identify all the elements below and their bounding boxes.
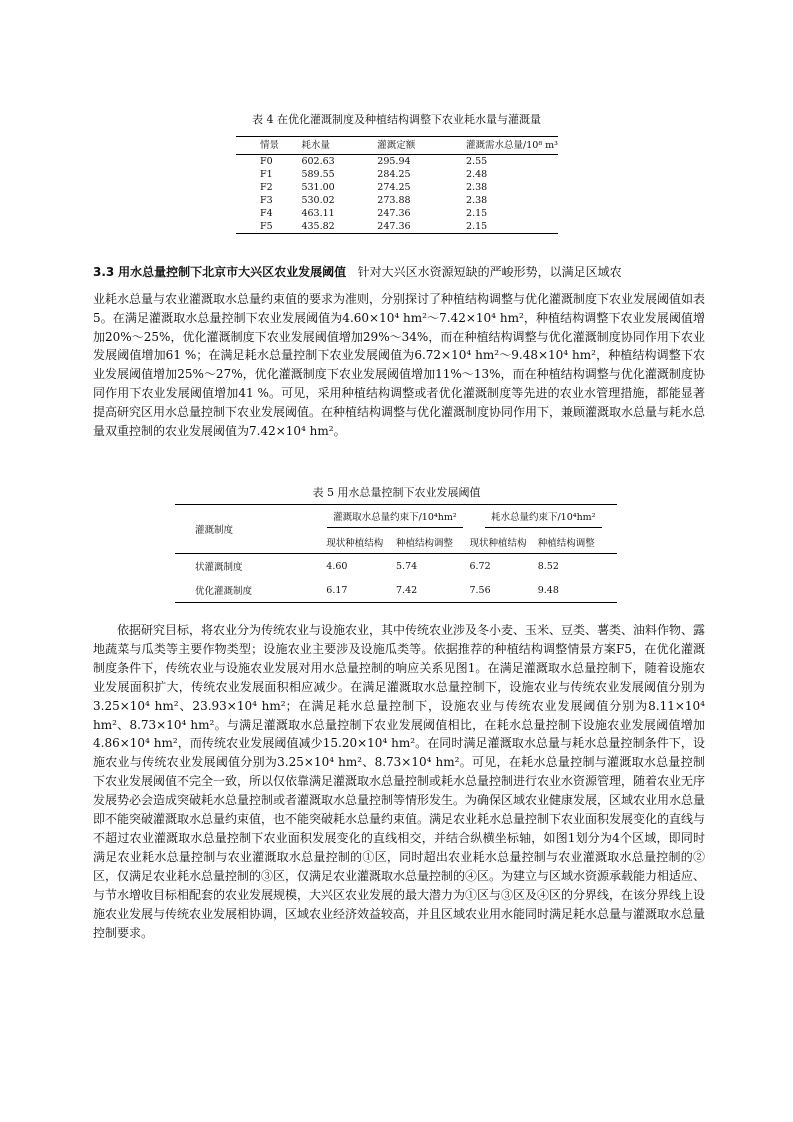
- table4: [236, 136, 558, 234]
- table5-cell: 6.17: [320, 578, 396, 603]
- table5-cell: 7.56: [469, 578, 537, 603]
- table5-header-group-irrigation: [320, 505, 469, 532]
- table4-header-consumption: 耗水量: [301, 137, 377, 155]
- table4-cell: F5: [236, 220, 301, 234]
- table4-cell: 247.36: [377, 208, 411, 219]
- table5-subheader: 种植结构调整: [538, 531, 617, 554]
- table-row: [236, 194, 558, 207]
- table4-cell: 2.15: [466, 220, 558, 234]
- table5-cell: 状灌溉制度: [195, 562, 243, 573]
- table4-cell: 2.48: [466, 169, 488, 180]
- table4-cell: 274.25: [377, 182, 411, 193]
- table4-header-scenario: 情景: [236, 137, 301, 155]
- table5-cell: 8.52: [537, 560, 559, 572]
- table4-cell: 463.11: [301, 208, 335, 219]
- table4-cell: 531.00: [301, 182, 335, 193]
- table-row: [236, 207, 558, 220]
- table4-cell: 295.94: [377, 156, 411, 167]
- table4-caption: 表 4 在优化灌溉制度及种植结构调整下农业耗水量与灌溉量: [252, 113, 541, 126]
- table-row: [175, 578, 617, 603]
- table-row: [236, 155, 558, 169]
- table4-cell: 284.25: [377, 169, 411, 180]
- table5-cell: 6.72: [469, 560, 491, 572]
- table4-cell: 2.15: [466, 208, 488, 219]
- table4-cell: 2.38: [466, 195, 488, 206]
- table4-cell: 2.38: [466, 182, 488, 193]
- table4-header-quota: 灌溉定额: [377, 137, 466, 155]
- table4-cell: 602.63: [301, 156, 335, 167]
- paragraph-thresholds: 业耗水总量与农业灌溉取水总量约束值的要求为准则，分别探讨了种植结构调整与优化灌溉制度下农业发展阈值如表5。在满足灌溉取水总量控制下农业发展阈值为4.60×10⁴ hm²～7.42×10⁴ hm²，种植结构调整下农业发展阈值增加20%～25%，优化灌溉制度下农业发展阈值增加29%～34%，而在种植结构调整与优化灌溉制度协同作用下农业发展阈值增加61 %；在满足耗水总量控制下农业发展阈值为6.72×10⁴ hm²～9.48×10⁴ hm²，种植结构调整下农业发展阈值增加25%～27%，优化灌溉制度下农业发展阈值增加11%～13%，而在种植结构调整与优化灌溉制度协同作用下农业发展阈值增加41 %。可见，采用种植结构调整或者优化灌溉制度等先进的农业水管理措施，都能显著提高研究区用水总量控制下农业发展阈值。在种植结构调整与优化灌溉制度协同作用下，兼顾灌溉取水总量与耗水总量双重控制的农业发展阈值为7.42×10⁴ hm²。: [93, 292, 706, 438]
- table4-cell: 530.02: [301, 195, 335, 206]
- table5-header-group-consumption: [469, 505, 617, 532]
- section-title: 用水总量控制下北京市大兴区农业发展阈值: [118, 265, 347, 279]
- table5-subheader: 种植结构调整: [396, 531, 469, 554]
- table5-group-irrigation-label: 灌溉取水总量约束下/10⁴hm²: [327, 509, 463, 528]
- table5: [175, 504, 617, 603]
- table5-subheader: 现状种植结构: [469, 531, 537, 554]
- table5-cell: 4.60: [326, 560, 348, 572]
- table4-cell: F1: [260, 169, 273, 180]
- table4-cell: 589.55: [301, 169, 335, 180]
- section-number: 3.3: [93, 265, 115, 279]
- table5-header-irrigation: 灌溉制度: [175, 505, 320, 554]
- table5-caption: 表 5 用水总量控制下农业发展阈值: [312, 486, 481, 499]
- table5-subheader: 现状种植结构: [320, 531, 396, 554]
- table4-cell: 273.88: [377, 195, 411, 206]
- table5-cell: 9.48: [538, 578, 617, 603]
- table4-header-demand: 灌溉需水总量/10⁸ m³: [466, 137, 558, 155]
- table-row: [236, 168, 558, 181]
- paragraph-agriculture-development: 依据研究目标，将农业分为传统农业与设施农业，其中传统农业涉及冬小麦、玉米、豆类、薯类、油料作物、露地蔬菜与瓜类等主要作物类型；设施农业主要涉及设施瓜类等。依据推荐的种植结构调整情景方案F5，在优化灌溉制度条件下，传统农业与设施农业发展对用水总量控制的响应关系见图1。在满足灌溉取水总量控制下，随着设施农业发展面积扩大，传统农业发展面积相应减少。在满足灌溉取水总量控制下，设施农业与传统农业发展阈值分别为3.25×10⁴ hm²、23.93×10⁴ hm²；在满足耗水总量控制下，设施农业与传统农业发展阈值分别为8.11×10⁴ hm²、8.73×10⁴ hm²。与满足灌溉取水总量控制下农业发展阈值相比，在耗水总量控制下设施农业发展阈值增加4.86×10⁴ hm²，而传统农业发展阈值减少15.20×10⁴ hm²。在同时满足灌溉取水总量与耗水总量控制条件下，设施农业与传统农业发展阈值分别为3.25×10⁴ hm²、8.73×10⁴ hm²。可见，在耗水总量控制与灌溉取水总量控制下农业发展阈值不完全一致，所以仅依靠满足灌溉取水总量控制或耗水总量控制进行农业水资源管理，随着农业无序发展势必会造成突破耗水总量控制或者灌溉取水总量控制等情形发生。为确保区域农业健康发展，区域农业用水总量即不能突破灌溉取水总量约束值，也不能突破耗水总量约束值。满足农业耗水总量控制下农业面积发展变化的直线与不超过农业灌溉取水总量控制下农业面积发展变化的直线相交，并结合纵横坐标轴，如图1划分为4个区域，即同时满足农业耗水总量控制与农业灌溉取水总量控制的①区，同时超出农业耗水总量控制与农业灌溉取水总量控制的②区，仅满足农业耗水总量控制的③区，仅满足农业灌溉取水总量控制的④区。为建立与区域水资源承载能力相适应、与节水增收目标相配套的农业发展规模，大兴区农业发展的最大潜力为①区与③区及④区的分界线，在该分界线上设施农业发展与传统农业发展相协调，区域农业经济效益较高，并且区域农业用水能同时满足耗水总量与灌溉取水总量控制要求。: [93, 623, 706, 940]
- table4-cell: 2.55: [466, 156, 488, 167]
- table5-cell: 5.74: [396, 560, 418, 572]
- table-row: [236, 181, 558, 194]
- table-row: [236, 220, 558, 234]
- table4-cell: F0: [260, 156, 273, 167]
- table5-group-consumption-label: 耗水总量约束下/10⁴hm²: [485, 509, 602, 528]
- table4-cell: F3: [260, 195, 273, 206]
- table-row: [175, 554, 617, 579]
- table5-cell: 优化灌溉制度: [175, 578, 320, 603]
- section-heading-line: [93, 265, 705, 279]
- table4-cell: F2: [260, 182, 273, 193]
- table4-cell: F4: [260, 208, 273, 219]
- section-lead-text: 针对大兴区水资源短缺的严峻形势，以满足区域农: [357, 265, 622, 279]
- table5-header-row: [175, 505, 617, 532]
- table4-cell: 247.36: [377, 220, 466, 234]
- table5-cell: 7.42: [396, 578, 469, 603]
- table4-header-row: [236, 137, 558, 155]
- table4-cell: 435.82: [301, 220, 377, 234]
